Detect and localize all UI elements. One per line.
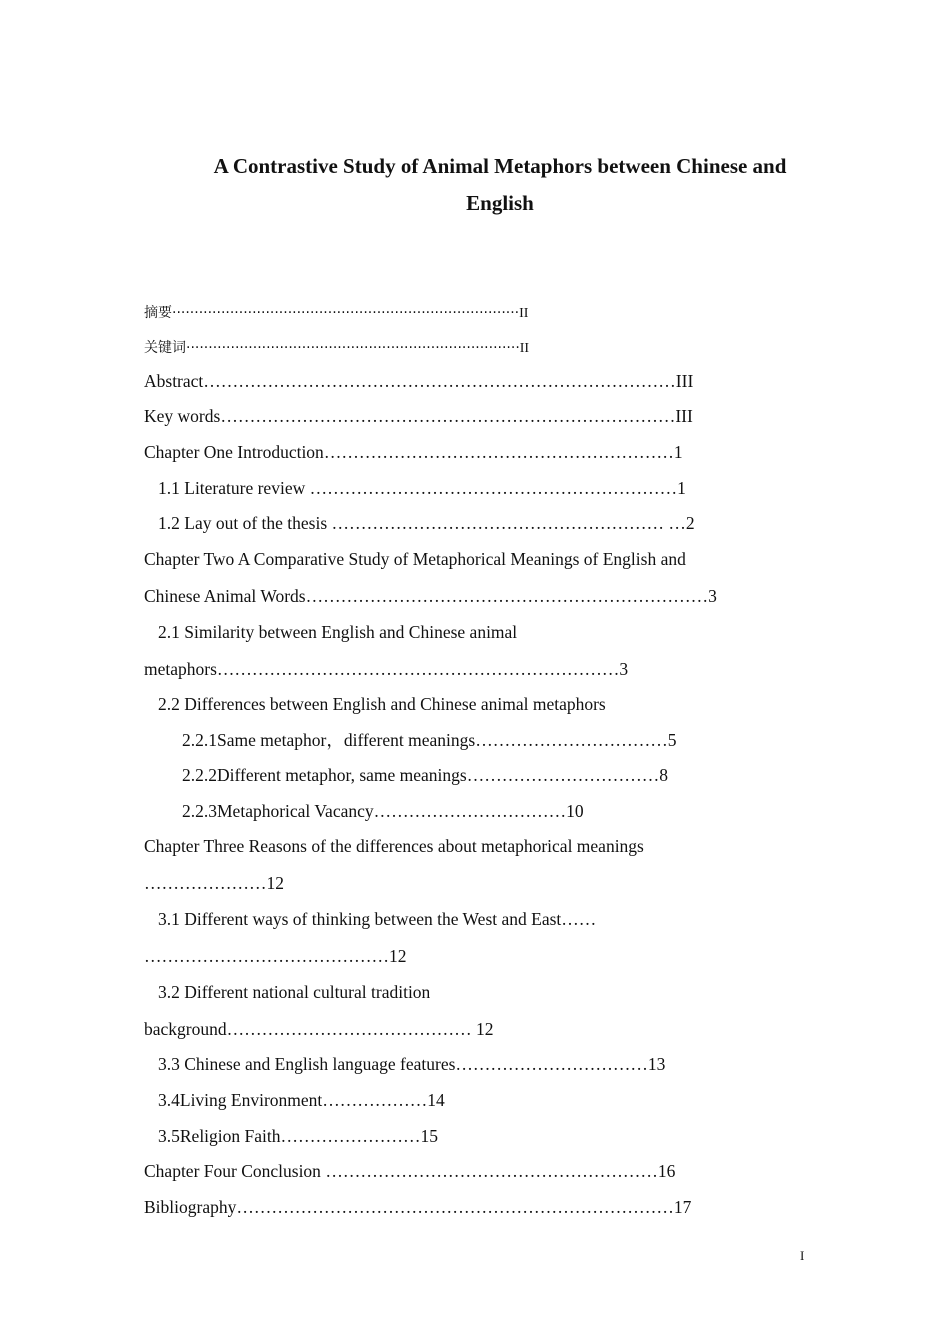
toc-entry-3-1-cont[interactable] bbox=[144, 945, 407, 967]
toc-entry-3-1[interactable] bbox=[158, 908, 596, 930]
toc-entry-chapter-two[interactable] bbox=[144, 548, 686, 570]
toc-page-number: 10 bbox=[566, 801, 584, 821]
page-number: I bbox=[800, 1248, 805, 1263]
toc-dot-leader: ………………………………………………………………… bbox=[236, 1197, 674, 1217]
toc-entry-title: Bibliography bbox=[144, 1197, 237, 1217]
toc-dot-leader: …………………………… bbox=[466, 765, 660, 785]
toc-page-number: 12 bbox=[476, 1019, 494, 1039]
toc-entry-1-2[interactable] bbox=[158, 512, 695, 534]
toc-page-number: 3 bbox=[708, 586, 717, 606]
toc-page-number: 14 bbox=[427, 1090, 445, 1110]
toc-entry-chapter-one[interactable] bbox=[144, 441, 683, 463]
toc-entry-title: 3.1 Different ways of thinking between the West and East bbox=[158, 909, 562, 929]
toc-entry-bibliography[interactable] bbox=[144, 1196, 691, 1218]
toc-dot-leader: …… bbox=[561, 909, 597, 929]
toc-entry-3-5[interactable] bbox=[158, 1125, 438, 1147]
toc-entry-2-2[interactable] bbox=[158, 693, 606, 715]
toc-page-number: 16 bbox=[657, 1161, 676, 1181]
toc-dot-leader: ……………………………………………………………………… bbox=[203, 371, 676, 391]
toc-entry-title: 2.2.1Same metaphor，different meanings bbox=[182, 730, 476, 750]
toc-entry-chapter-three-cont[interactable] bbox=[144, 872, 284, 894]
toc-page-number: III bbox=[675, 406, 693, 426]
toc-dot-leader: ……………… bbox=[322, 1090, 428, 1110]
toc-page-number: II bbox=[519, 341, 530, 356]
toc-page-number: III bbox=[675, 371, 694, 391]
toc-dot-leader: …………………………………………………………… bbox=[216, 659, 620, 679]
toc-entry-3-2[interactable] bbox=[158, 981, 430, 1003]
toc-entry-title: 3.4Living Environment bbox=[158, 1090, 323, 1110]
toc-entry-keywords-cn[interactable] bbox=[144, 337, 529, 360]
toc-entry-1-1[interactable] bbox=[158, 477, 686, 499]
toc-entry-title: Chapter Two A Comparative Study of Metaphorical Meanings of English and bbox=[144, 549, 686, 569]
toc-dot-leader: ………………………………………………… … bbox=[331, 513, 686, 533]
toc-entry-2-1-cont[interactable] bbox=[144, 658, 628, 680]
toc-dot-leader: …………………………… bbox=[455, 1054, 648, 1074]
toc-dot-leader: ··········································································· bbox=[186, 340, 520, 356]
toc-page-number: 1 bbox=[673, 442, 683, 462]
toc-dot-leader: …………………………………… bbox=[226, 1019, 476, 1039]
toc-entry-title: 2.2.3Metaphorical Vacancy bbox=[182, 801, 374, 821]
toc-page-number: 2 bbox=[685, 513, 695, 533]
toc-entry-title: Chinese Animal Words bbox=[144, 586, 306, 606]
toc-dot-leader: …………………………………………………… bbox=[323, 442, 674, 462]
toc-entry-title: background bbox=[144, 1019, 227, 1039]
toc-page-number: 1 bbox=[677, 478, 686, 498]
toc-entry-2-2-1[interactable] bbox=[182, 729, 676, 751]
toc-entry-abstract-cn[interactable] bbox=[144, 302, 528, 325]
toc-entry-3-2-cont[interactable] bbox=[144, 1018, 494, 1040]
toc-entry-chapter-three[interactable] bbox=[144, 835, 644, 857]
toc-entry-title: Chapter Four Conclusion bbox=[144, 1161, 326, 1181]
toc-dot-leader: …………………… bbox=[280, 1126, 421, 1146]
toc-dot-leader: …………………………………… bbox=[144, 946, 389, 966]
toc-entry-title: 关键词 bbox=[144, 340, 186, 356]
toc-entry-abstract[interactable] bbox=[144, 370, 693, 392]
toc-entry-title: Chapter One Introduction bbox=[144, 442, 324, 462]
toc-dot-leader: …………………………………………………………………… bbox=[220, 406, 676, 426]
toc-page-number: 12 bbox=[389, 946, 407, 966]
toc-entry-title: 3.5Religion Faith bbox=[158, 1126, 281, 1146]
toc-entry-title: Key words bbox=[144, 406, 221, 426]
toc-dot-leader: …………………………… bbox=[373, 801, 567, 821]
toc-page-number: 17 bbox=[673, 1197, 692, 1217]
toc-entry-title: 3.2 Different national cultural tradition bbox=[158, 982, 431, 1002]
toc-entry-title: 3.3 Chinese and English language features bbox=[158, 1054, 456, 1074]
toc-entry-title: Chapter Three Reasons of the differences about metaphorical meanings bbox=[144, 836, 644, 856]
toc-entry-title: 摘要 bbox=[144, 305, 172, 321]
toc-entry-title: 2.2.2Different metaphor, same meanings bbox=[182, 765, 467, 785]
toc-entry-key-words[interactable] bbox=[144, 405, 693, 427]
toc-entry-title: 1.2 Lay out of the thesis bbox=[158, 513, 332, 533]
toc-page-number: 15 bbox=[420, 1126, 438, 1146]
toc-page-number: 8 bbox=[659, 765, 668, 785]
toc-dot-leader: ………………………………………………… bbox=[325, 1161, 658, 1181]
toc-page-number: II bbox=[519, 306, 529, 321]
toc-entry-3-3[interactable] bbox=[158, 1053, 665, 1075]
toc-entry-2-2-2[interactable] bbox=[182, 764, 668, 786]
toc-dot-leader: …………………………………………………………… bbox=[305, 586, 709, 606]
toc-entry-title: Abstract bbox=[144, 371, 204, 391]
toc-entry-2-1[interactable] bbox=[158, 621, 517, 643]
toc-dot-leader: ………………… bbox=[144, 873, 267, 893]
toc-dot-leader: …………………………… bbox=[475, 730, 668, 750]
toc-page-number: 5 bbox=[667, 730, 677, 750]
toc-page-number: 12 bbox=[266, 873, 284, 893]
toc-page-number: 3 bbox=[619, 659, 629, 679]
toc-entry-title: 2.1 Similarity between English and Chinese animal bbox=[158, 622, 518, 642]
toc-entry-title: metaphors bbox=[144, 659, 217, 679]
toc-page-number: 13 bbox=[647, 1054, 666, 1074]
document-title-line-2: English bbox=[466, 191, 534, 215]
toc-entry-2-2-3[interactable] bbox=[182, 800, 584, 822]
toc-entry-title: 1.1 Literature review bbox=[158, 478, 310, 498]
toc-entry-title: 2.2 Differences between English and Chinese animal metaphors bbox=[158, 694, 606, 714]
toc-dot-leader: ·············································································· bbox=[172, 305, 520, 321]
toc-dot-leader: ……………………………………………………… bbox=[309, 478, 678, 498]
toc-entry-chapter-two-cont[interactable] bbox=[144, 585, 717, 607]
toc-entry-chapter-four[interactable] bbox=[144, 1160, 675, 1182]
toc-entry-3-4[interactable] bbox=[158, 1089, 445, 1111]
document-title-line-1: A Contrastive Study of Animal Metaphors between Chinese and bbox=[213, 154, 787, 178]
